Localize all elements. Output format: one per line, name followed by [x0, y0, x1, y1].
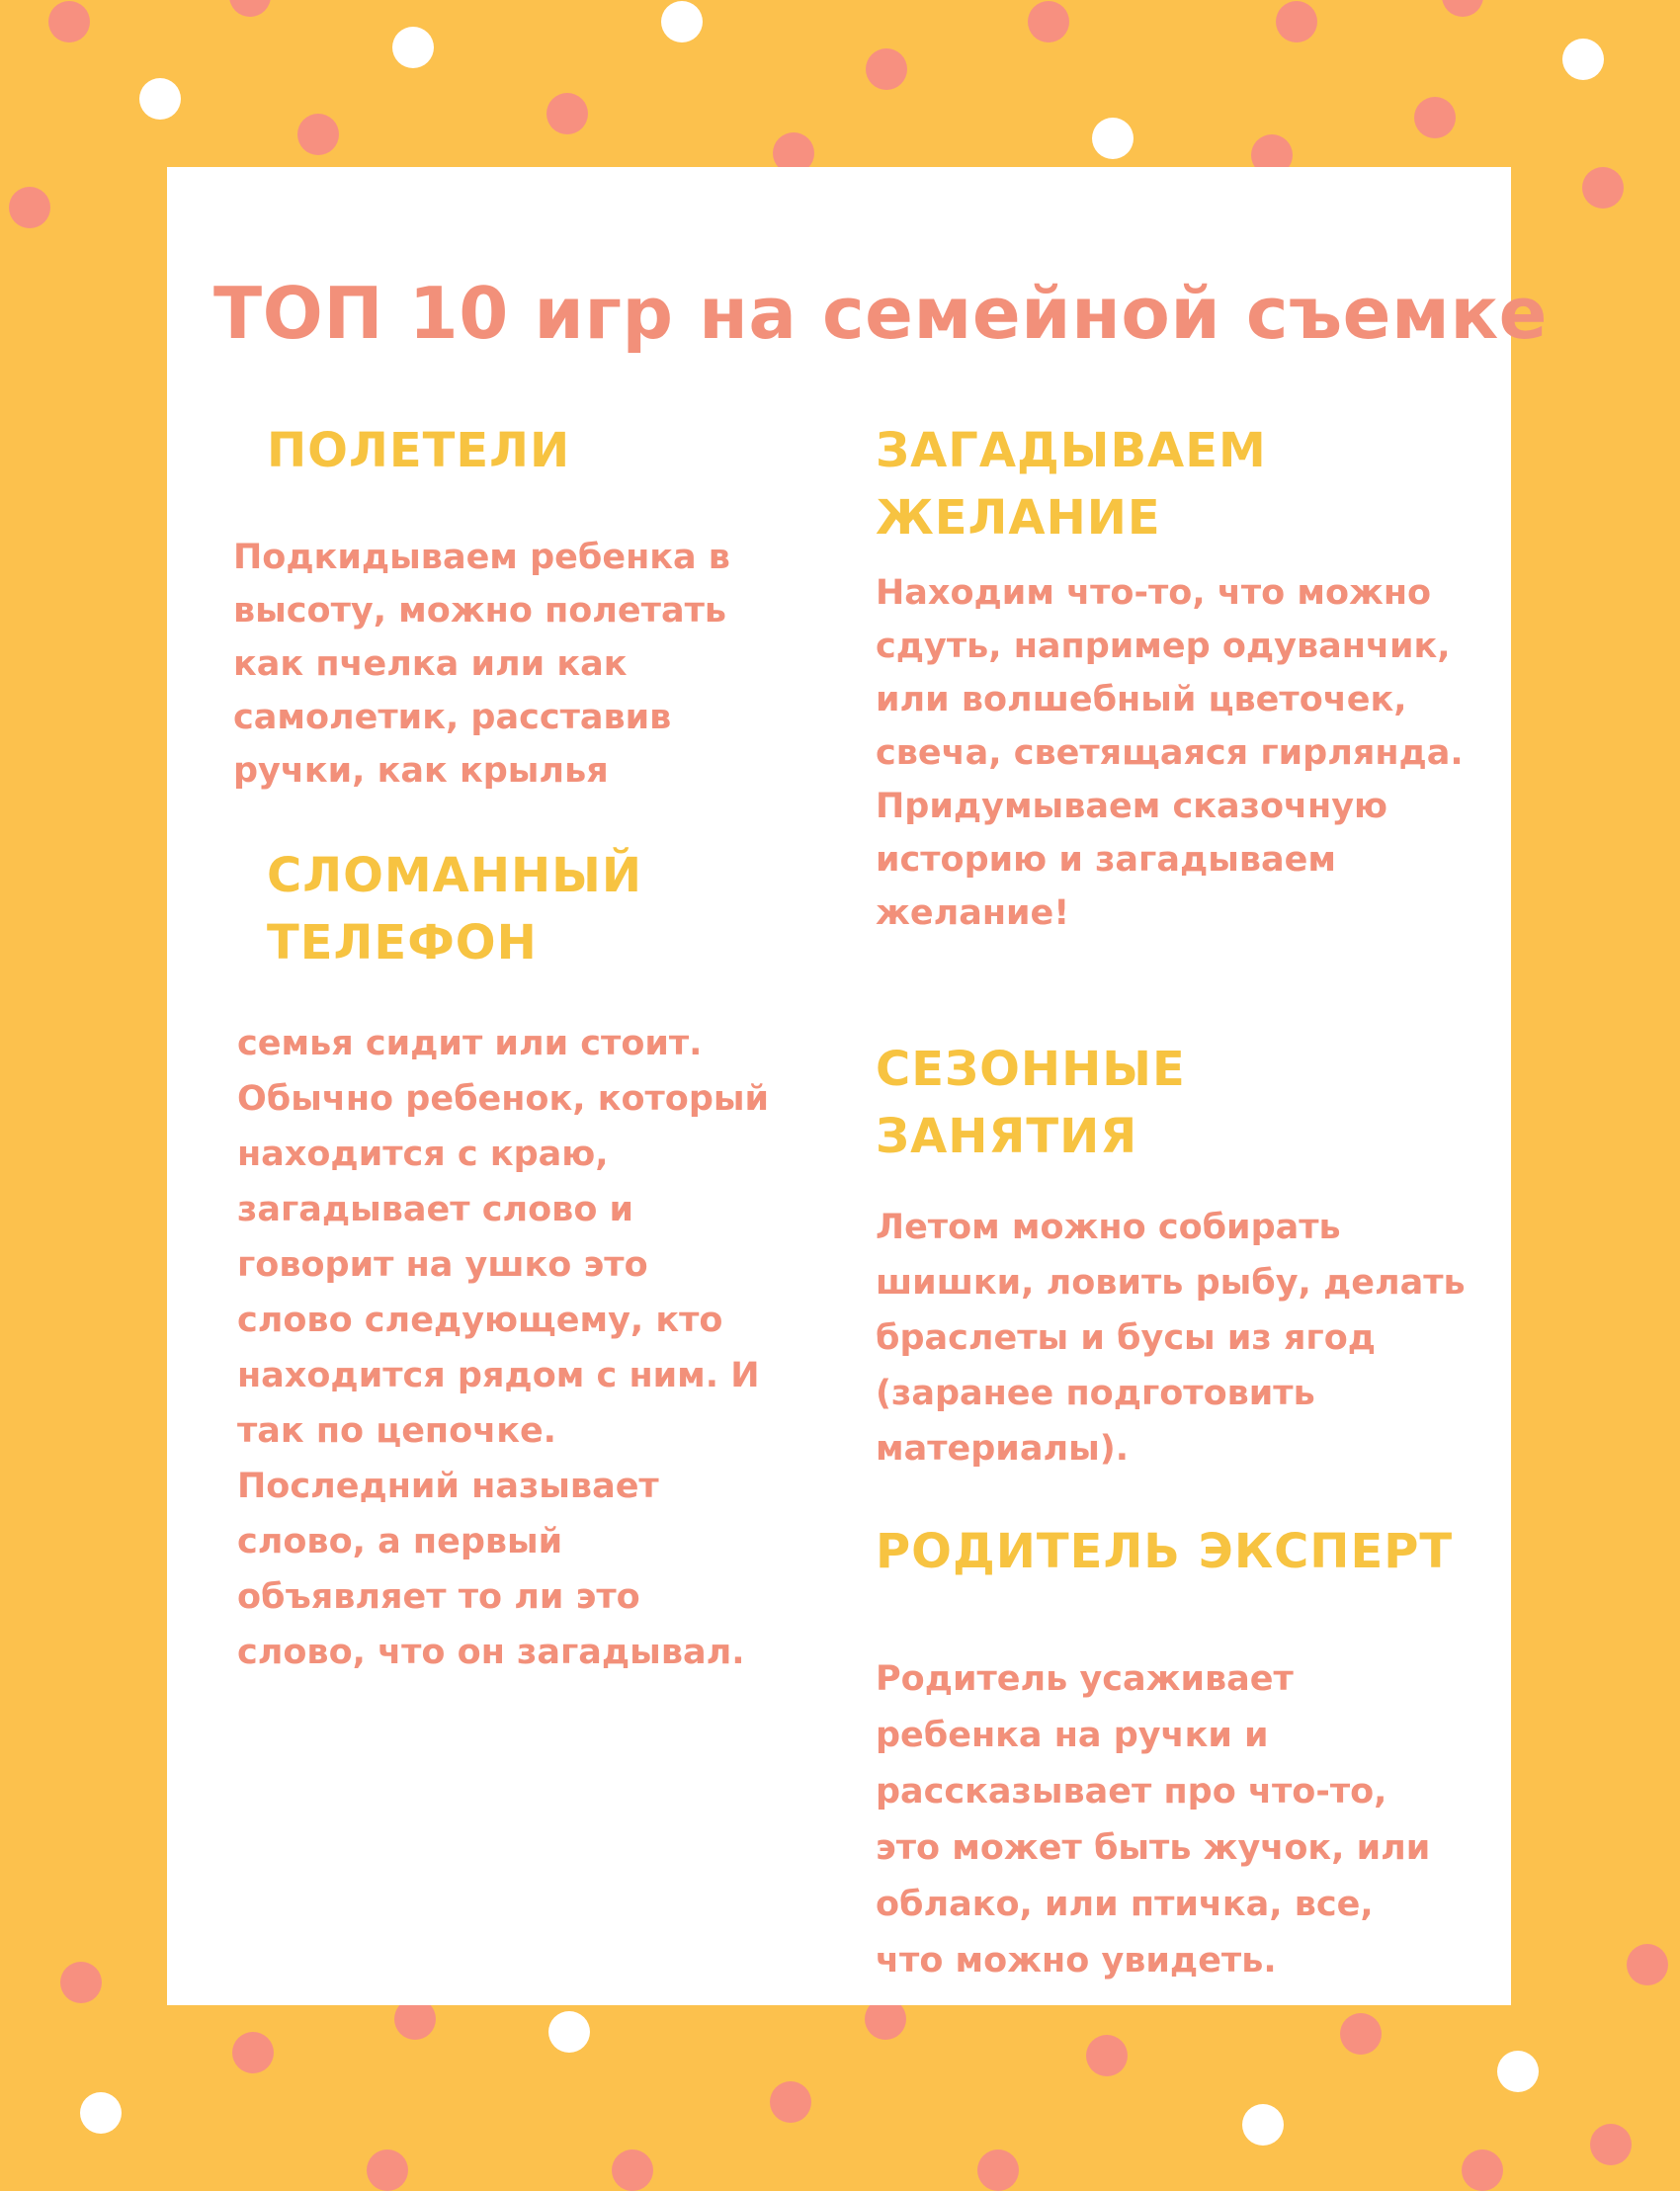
pink-dot — [60, 1962, 102, 2003]
text-line: (заранее подготовить — [876, 1374, 1315, 1413]
section-text-roditel-ekspert — [876, 1651, 1430, 1989]
white-dot — [392, 27, 434, 68]
section-text-zagadyvaem-zhelanie — [876, 566, 1464, 940]
text-line: ручки, как крылья — [233, 751, 609, 791]
heading-line: ЗАГАДЫВАЕМ — [876, 423, 1267, 478]
pink-dot — [229, 0, 271, 17]
pink-dot — [770, 2081, 811, 2123]
text-line: самолетик, расставив — [233, 698, 672, 737]
white-dot — [1497, 2051, 1539, 2092]
section-heading-slomannyi-telefon — [267, 842, 642, 976]
white-dot — [661, 1, 703, 42]
pink-dot — [367, 2149, 408, 2191]
pink-dot — [1340, 2013, 1382, 2055]
heading-line: ЖЕЛАНИЕ — [876, 490, 1161, 546]
text-line: облако, или птичка, все, — [876, 1885, 1374, 1924]
text-line: Родитель усаживает — [876, 1659, 1294, 1699]
text-line: Придумываем сказочную — [876, 787, 1388, 826]
text-line: Последний называет — [237, 1467, 659, 1506]
text-line: свеча, светящаяся гирлянда. — [876, 733, 1464, 773]
text-line: слово, а первый — [237, 1522, 563, 1561]
pink-dot — [546, 93, 588, 134]
pink-dot — [1414, 97, 1456, 138]
pink-dot — [866, 48, 907, 90]
white-dot — [80, 2092, 122, 2134]
heading-line: СЛОМАННЫЙ — [267, 848, 643, 903]
pink-dot — [1276, 1, 1317, 42]
pink-dot — [232, 2032, 274, 2073]
page-title: ТОП 10 игр на семейной съемке — [213, 272, 1549, 355]
text-line: материалы). — [876, 1429, 1130, 1469]
pink-dot — [9, 187, 50, 228]
heading-line: ЗАНЯТИЯ — [876, 1109, 1138, 1164]
white-dot — [548, 2011, 590, 2053]
pink-dot — [1442, 0, 1483, 17]
text-line: говорит на ушко это — [237, 1245, 648, 1285]
text-line: семья сидит или стоит. — [237, 1024, 703, 1063]
white-dot — [1092, 118, 1134, 159]
pink-dot — [612, 2149, 653, 2191]
text-line: Обычно ребенок, который — [237, 1079, 770, 1119]
text-line: Находим что-то, что можно — [876, 573, 1432, 613]
text-line: находится с краю, — [237, 1135, 609, 1174]
text-line: так по цепочке. — [237, 1411, 556, 1451]
text-line: историю и загадываем — [876, 840, 1336, 880]
text-line: находится рядом с ним. И — [237, 1356, 760, 1395]
text-line: браслеты и бусы из ягод — [876, 1318, 1377, 1358]
text-line: Летом можно собирать — [876, 1208, 1341, 1247]
heading-line: РОДИТЕЛЬ ЭКСПЕРТ — [876, 1524, 1454, 1579]
text-line: сдуть, например одуванчик, — [876, 627, 1451, 666]
text-line: слово следующему, кто — [237, 1301, 723, 1340]
pink-dot — [1462, 2149, 1503, 2191]
white-dot — [1242, 2104, 1284, 2146]
pink-dot — [48, 1, 90, 42]
section-heading-zagadyvaem-zhelanie — [876, 417, 1267, 551]
section-text-sezonnye-zanyatiya — [876, 1200, 1466, 1476]
text-line: загадывает слово и — [237, 1190, 634, 1229]
text-line: рассказывает про что-то, — [876, 1772, 1387, 1812]
section-heading-poleteli — [267, 417, 570, 484]
section-text-slomannyi-telefon — [237, 1016, 769, 1680]
white-dot — [139, 78, 181, 120]
pink-dot — [1590, 2124, 1632, 2165]
pink-dot — [1582, 167, 1624, 209]
text-line: Подкидываем ребенка в — [233, 538, 730, 577]
pink-dot — [1086, 2035, 1128, 2076]
pink-dot — [1028, 1, 1069, 42]
white-dot — [1562, 39, 1604, 80]
text-line: или волшебный цветочек, — [876, 680, 1407, 719]
section-text-poleteli — [233, 531, 730, 798]
text-line: объявляет то ли это — [237, 1577, 640, 1617]
heading-line: ТЕЛЕФОН — [267, 915, 538, 970]
pink-dot — [297, 114, 339, 155]
text-line: это может быть жучок, или — [876, 1828, 1431, 1868]
text-line: шишки, ловить рыбу, делать — [876, 1263, 1466, 1303]
text-line: желание! — [876, 893, 1070, 933]
text-line: высоту, можно полетать — [233, 591, 726, 631]
pink-dot — [977, 2149, 1019, 2191]
section-heading-sezonnye-zanyatiya — [876, 1036, 1186, 1170]
pink-dot — [1627, 1944, 1668, 1985]
text-line: как пчелка или как — [233, 644, 628, 684]
text-line: ребенка на ручки и — [876, 1716, 1269, 1755]
text-line: что можно увидеть. — [876, 1941, 1277, 1980]
heading-line: СЕЗОННЫЕ — [876, 1042, 1186, 1097]
text-line: слово, что он загадывал. — [237, 1633, 745, 1672]
heading-line: ПОЛЕТЕЛИ — [267, 423, 571, 478]
section-heading-roditel-ekspert — [876, 1518, 1453, 1585]
